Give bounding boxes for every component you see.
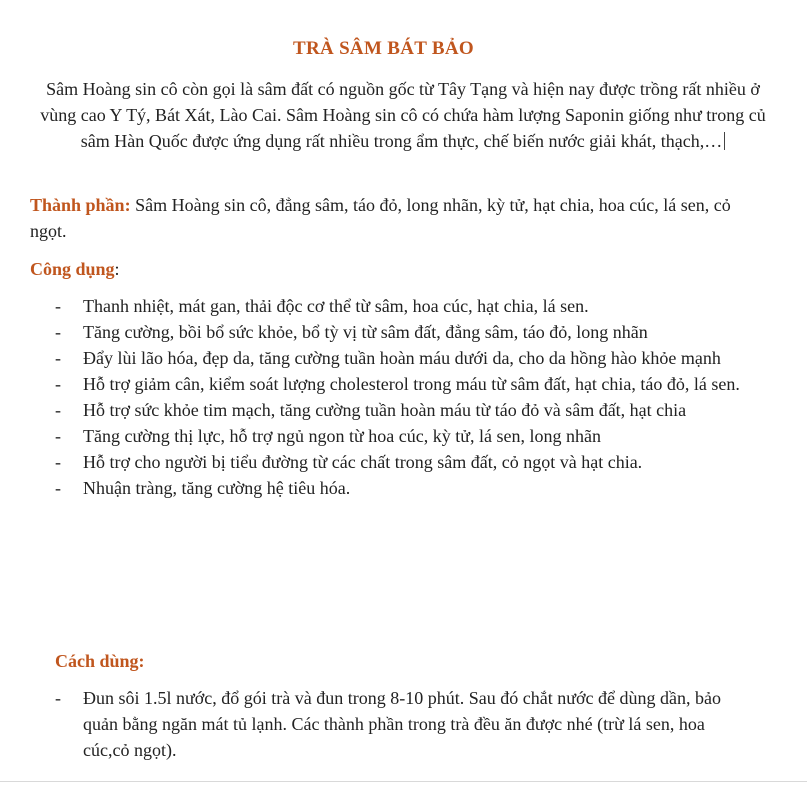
list-item-text: Hỗ trợ giảm cân, kiểm soát lượng cholesterol trong máu từ sâm đất, hạt chia, táo đỏ, lá sen. [83,374,740,394]
bullet-dash: - [55,426,61,446]
bullet-dash: - [55,348,61,368]
bullet-dash: - [55,478,61,498]
bottom-divider [0,781,807,782]
bullet-dash: - [55,688,61,708]
list-item [55,685,745,763]
intro-text: Sâm Hoàng sin cô còn gọi là sâm đất có nguồn gốc từ Tây Tạng và hiện nay được trồng rất nhiều ở vùng cao Y Tý, Bát Xát, Lào Cai. Sâm Hoàng sin cô có chứa hàm lượng Saponin giống như trong củ sâm Hàn Quốc được ứng dụng rất nhiều trong ẩm thực, chế biến nước giải khát, thạch,… [40,79,766,151]
text-cursor [724,132,725,150]
ingredients-text: Sâm Hoàng sin cô, đẳng sâm, táo đỏ, long nhãn, kỳ tử, hạt chia, hoa cúc, lá sen, cỏ ngọt. [30,195,731,241]
list-item [55,397,745,423]
list-item-text: Hỗ trợ cho người bị tiểu đường từ các chất trong sâm đất, cỏ ngọt và hạt chia. [83,452,643,472]
list-item [55,449,745,475]
usage-heading-line [55,648,775,674]
bullet-dash: - [55,400,61,420]
usage-heading: Cách dùng: [55,651,145,671]
list-item-text: Nhuận tràng, tăng cường hệ tiêu hóa. [83,478,351,498]
uses-heading-colon: : [114,259,120,279]
list-item [55,319,745,345]
document-title: TRÀ SÂM BÁT BẢO [293,38,474,59]
ingredients-paragraph [30,192,750,244]
list-item-text: Tăng cường thị lực, hỗ trợ ngủ ngon từ hoa cúc, kỳ tử, lá sen, long nhãn [83,426,601,446]
bullet-dash: - [55,296,61,316]
bullet-dash: - [55,374,61,394]
bullet-dash: - [55,452,61,472]
intro-paragraph [28,76,778,154]
list-item [55,293,745,319]
uses-heading-line [30,256,750,282]
list-item [55,371,745,397]
usage-list [55,685,745,763]
uses-list [55,293,745,501]
list-item-text: Đun sôi 1.5l nước, đổ gói trà và đun trong 8-10 phút. Sau đó chắt nước để dùng dần, bảo quản bằng ngăn mát tủ lạnh. Các thành phần trong trà đều ăn được nhé (trừ lá sen, hoa cúc,cỏ ngọt). [83,688,721,760]
bullet-dash: - [55,322,61,342]
list-item [55,475,745,501]
list-item-text: Hỗ trợ sức khỏe tim mạch, tăng cường tuần hoàn máu từ táo đỏ và sâm đất, hạt chia [83,400,687,420]
list-item [55,423,745,449]
ingredients-heading: Thành phần: [30,195,131,215]
list-item [55,345,745,371]
list-item-text: Đẩy lùi lão hóa, đẹp da, tăng cường tuần hoàn máu dưới da, cho da hồng hào khỏe mạnh [83,348,721,368]
list-item-text: Thanh nhiệt, mát gan, thải độc cơ thể từ sâm, hoa cúc, hạt chia, lá sen. [83,296,589,316]
list-item-text: Tăng cường, bồi bổ sức khỏe, bổ tỳ vị từ sâm đất, đẳng sâm, táo đỏ, long nhãn [83,322,648,342]
uses-heading: Công dụng [30,259,115,279]
